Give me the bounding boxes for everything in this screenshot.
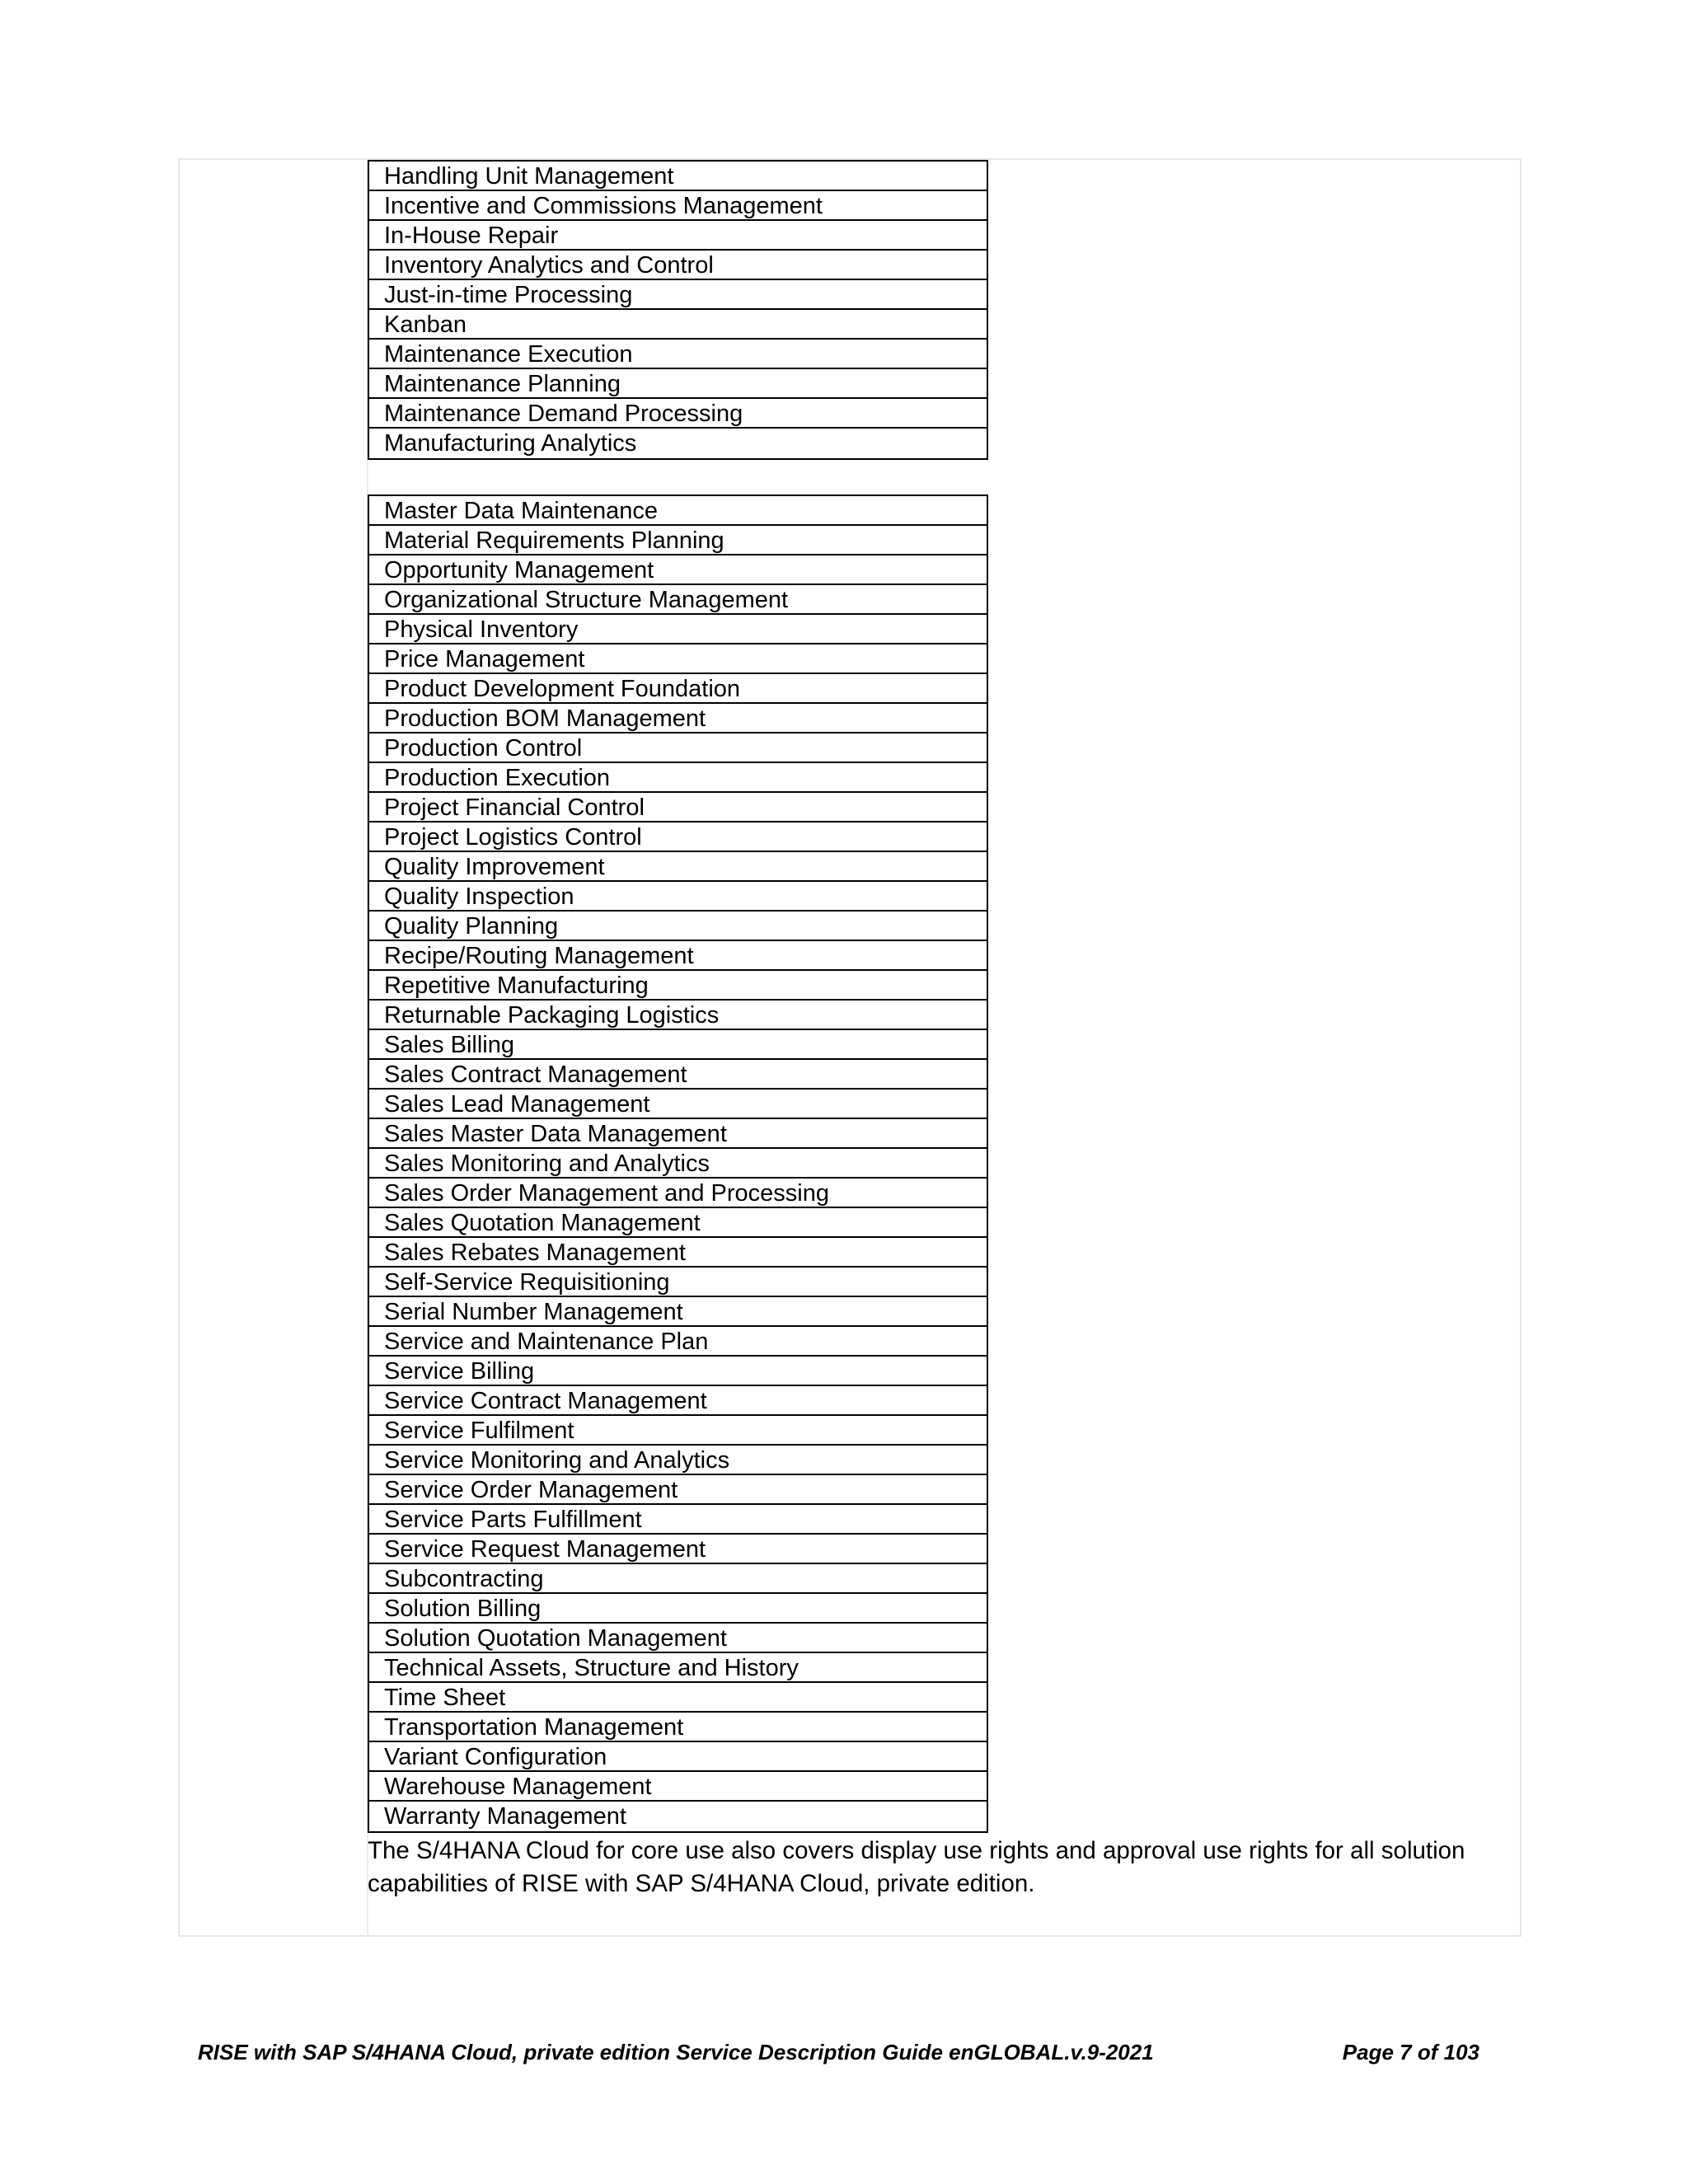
table-row: Service and Maintenance Plan xyxy=(369,1327,987,1357)
table-row: Physical Inventory xyxy=(369,615,987,644)
table-row: In-House Repair xyxy=(369,221,987,251)
table-row: Manufacturing Analytics xyxy=(384,430,637,457)
table-row: Sales Order Management and Processing xyxy=(369,1179,987,1208)
table-row: Production Control xyxy=(369,733,987,763)
table-row: Time Sheet xyxy=(369,1683,987,1713)
table-row: Recipe/Routing Management xyxy=(369,941,987,971)
table-row: Sales Lead Management xyxy=(369,1090,987,1119)
core-use-note: The S/4HANA Cloud for core use also covers display use rights and approval use rights for all solution capabilities of RISE with SAP S/4HANA Cloud, private edition. xyxy=(368,1837,1465,1897)
table-row: Maintenance Demand Processing xyxy=(369,399,987,429)
footer-document-title: RISE with SAP S/4HANA Cloud, private edition Service Description Guide enGLOBAL.v.9-2021 xyxy=(198,2040,1154,2064)
table-row: Sales Master Data Management xyxy=(369,1119,987,1149)
table-row: Handling Unit Management xyxy=(369,162,987,191)
table-row: Transportation Management xyxy=(369,1713,987,1742)
table-row: Warranty Management xyxy=(384,1803,626,1830)
table-row: Repetitive Manufacturing xyxy=(369,971,987,1001)
table-row: Just-in-time Processing xyxy=(369,280,987,310)
table-row: Returnable Packaging Logistics xyxy=(369,1001,987,1030)
table-row: Service Monitoring and Analytics xyxy=(369,1446,987,1475)
table-row: Quality Improvement xyxy=(369,852,987,882)
table-row: Project Financial Control xyxy=(369,793,987,823)
table-row: Service Billing xyxy=(369,1357,987,1386)
table-row: Service Order Management xyxy=(369,1475,987,1505)
table-row: Kanban xyxy=(369,310,987,340)
table-row: Variant Configuration xyxy=(369,1742,987,1772)
table-row: Sales Contract Management xyxy=(369,1060,987,1090)
table-row: Production BOM Management xyxy=(369,704,987,733)
table-row: Solution Quotation Management xyxy=(369,1624,987,1653)
footer-page-number: Page 7 of 103 xyxy=(1342,2040,1479,2064)
table-row: Project Logistics Control xyxy=(369,823,987,852)
table-row: Maintenance Execution xyxy=(369,340,987,369)
table-row: Sales Quotation Management xyxy=(369,1208,987,1238)
table-row: Quality Planning xyxy=(369,912,987,941)
table-row: Price Management xyxy=(369,644,987,674)
table-row: Quality Inspection xyxy=(369,882,987,912)
table-row: Inventory Analytics and Control xyxy=(369,251,987,280)
table-row: Sales Billing xyxy=(369,1030,987,1060)
table-row: Material Requirements Planning xyxy=(369,526,987,555)
table-row: Sales Monitoring and Analytics xyxy=(369,1149,987,1179)
table-row: Serial Number Management xyxy=(369,1297,987,1327)
table-row: Organizational Structure Management xyxy=(369,585,987,615)
capabilities-table-2 xyxy=(368,494,988,1833)
table-row: Product Development Foundation xyxy=(369,674,987,704)
table-row: Sales Rebates Management xyxy=(369,1238,987,1268)
table-row: Warehouse Management xyxy=(369,1772,987,1802)
table-row: Incentive and Commissions Management xyxy=(369,191,987,221)
capabilities-table-1 xyxy=(368,160,988,460)
table-row: Service Fulfilment xyxy=(369,1416,987,1446)
table-row: Maintenance Planning xyxy=(369,369,987,399)
table-row: Production Execution xyxy=(369,763,987,793)
table-row: Service Contract Management xyxy=(369,1386,987,1416)
table-row: Self-Service Requisitioning xyxy=(369,1268,987,1297)
table-row: Service Request Management xyxy=(369,1535,987,1564)
table-row: Service Parts Fulfillment xyxy=(369,1505,987,1535)
table-row: Technical Assets, Structure and History xyxy=(369,1653,987,1683)
table-row: Subcontracting xyxy=(369,1564,987,1594)
table-row: Solution Billing xyxy=(369,1594,987,1624)
table-row: Master Data Maintenance xyxy=(369,496,987,526)
table-row: Opportunity Management xyxy=(369,555,987,585)
